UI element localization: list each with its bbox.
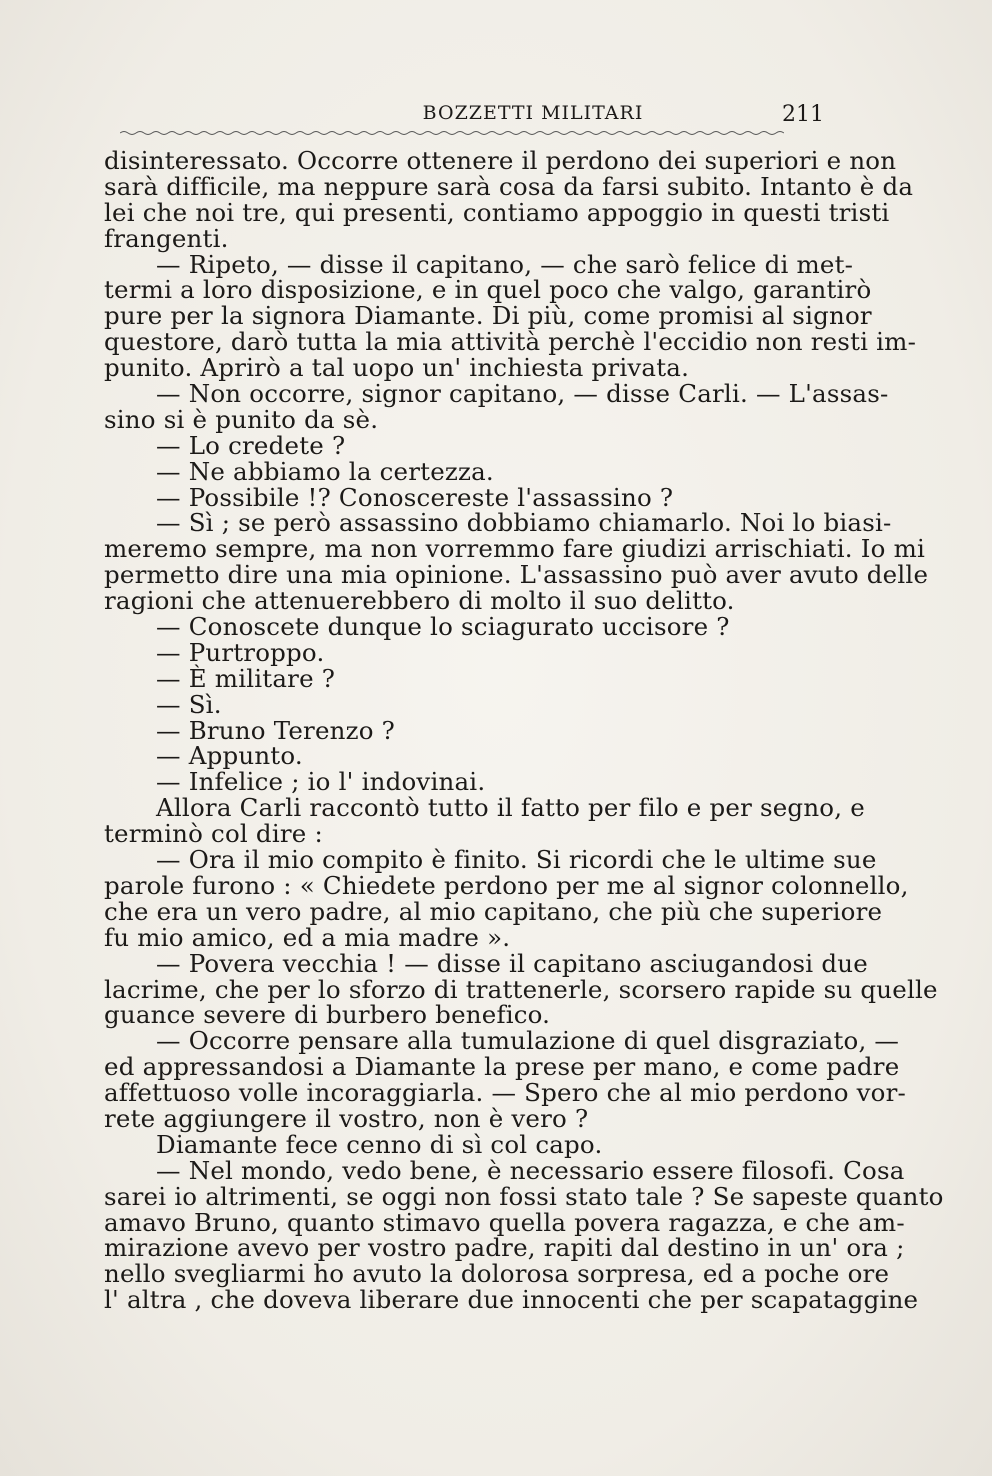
- text-line: lacrime, che per lo sforzo di trattenerle, scorsero rapide su quelle: [104, 974, 938, 1004]
- running-head: BOZZETTI MILITARI: [422, 102, 644, 124]
- text-line: — Sì ; se però assassino dobbiamo chiamarlo. Noi lo biasi-: [156, 508, 892, 538]
- text-line: pure per la signora Diamante. Di più, come promisi al signor: [104, 301, 872, 331]
- text-line: Diamante fece cenno di sì col capo.: [156, 1129, 603, 1159]
- text-line: — Povera vecchia ! — disse il capitano asciugandosi due: [156, 948, 868, 978]
- text-line: l' altra , che doveva liberare due innocenti che per scapataggine: [104, 1285, 919, 1315]
- text-line: ragioni che attenuerebbero di molto il suo delitto.: [104, 586, 735, 616]
- text-line: punito. Aprirò a tal uopo un' inchiesta privata.: [104, 353, 690, 383]
- text-line: — Nel mondo, vedo bene, è necessario essere filosofi. Cosa: [156, 1155, 905, 1185]
- text-line: — Appunto.: [156, 741, 303, 771]
- text-line: — Purtroppo.: [156, 637, 325, 667]
- text-line: — Possibile !? Conoscereste l'assassino ?: [156, 482, 674, 512]
- text-line: Allora Carli raccontò tutto il fatto per filo e per segno, e: [156, 793, 865, 823]
- text-line: — Ora il mio compito è finito. Si ricordi che le ultime sue: [156, 845, 877, 875]
- text-line: meremo sempre, ma non vorremmo fare giudizi arrischiati. Io mi: [104, 534, 926, 564]
- text-line: questore, darò tutta la mia attività perchè l'eccidio non resti im-: [104, 327, 917, 357]
- text-line: — Sì.: [156, 689, 222, 719]
- text-line: permetto dire una mia opinione. L'assassino può aver avuto delle: [104, 560, 929, 590]
- text-line: — Ne abbiamo la certezza.: [156, 456, 494, 486]
- page-header: [112, 102, 824, 136]
- text-line: disinteressato. Occorre ottenere il perdono dei superiori e non: [104, 146, 897, 175]
- text-line: sarei io altrimenti, se oggi non fossi stato tale ? Se sapeste quanto: [104, 1181, 944, 1211]
- text-line: — Conoscete dunque lo sciagurato uccisore ?: [156, 612, 730, 642]
- text-line: fu mio amico, ed a mia madre ».: [104, 922, 511, 952]
- text-line: sarà difficile, ma neppure sarà cosa da farsi subito. Intanto è da: [104, 171, 914, 201]
- text-line: — Infelice ; io l' indovinai.: [156, 767, 486, 797]
- text-line: — Non occorre, signor capitano, — disse Carli. — L'assas-: [156, 379, 889, 409]
- text-line: nello svegliarmi ho avuto la dolorosa sorpresa, ed a poche ore: [104, 1259, 890, 1289]
- text-line: sino si è punito da sè.: [104, 404, 379, 434]
- text-line: lei che noi tre, qui presenti, contiamo appoggio in questi tristi: [104, 197, 890, 227]
- text-line: terminò col dire :: [104, 819, 323, 849]
- body-text: [104, 146, 944, 1315]
- text-line: ed appressandosi a Diamante la prese per mano, e come padre: [104, 1052, 900, 1082]
- text-line: termi a loro disposizione, e in quel poco che valgo, garantirò: [104, 275, 872, 305]
- text-line: rete aggiungere il vostro, non è vero ?: [104, 1103, 589, 1133]
- text-line: guance severe di burbero benefico.: [104, 1000, 551, 1030]
- page-number: 211: [782, 102, 824, 127]
- text-line: — Occorre pensare alla tumulazione di quel disgraziato, —: [156, 1026, 900, 1056]
- text-line: frangenti.: [104, 223, 229, 253]
- text-line: — Ripeto, — disse il capitano, — che sarò felice di met-: [156, 249, 854, 279]
- text-line: — Bruno Terenzo ?: [156, 715, 396, 745]
- text-line: parole furono : « Chiedete perdono per me al signor colonnello,: [104, 870, 909, 900]
- text-line: mirazione avevo per vostro padre, rapiti dal destino in un' ora ;: [104, 1233, 905, 1263]
- decorative-wavy-rule: [120, 130, 784, 136]
- text-line: — Lo credete ?: [156, 430, 346, 460]
- text-line: affettuoso volle incoraggiarla. — Spero che al mio perdono vor-: [104, 1078, 907, 1108]
- text-line: che era un vero padre, al mio capitano, che più che superiore: [104, 896, 883, 926]
- text-line: — È militare ?: [156, 663, 336, 693]
- text-line: amavo Bruno, quanto stimavo quella povera ragazza, e che am-: [104, 1207, 905, 1237]
